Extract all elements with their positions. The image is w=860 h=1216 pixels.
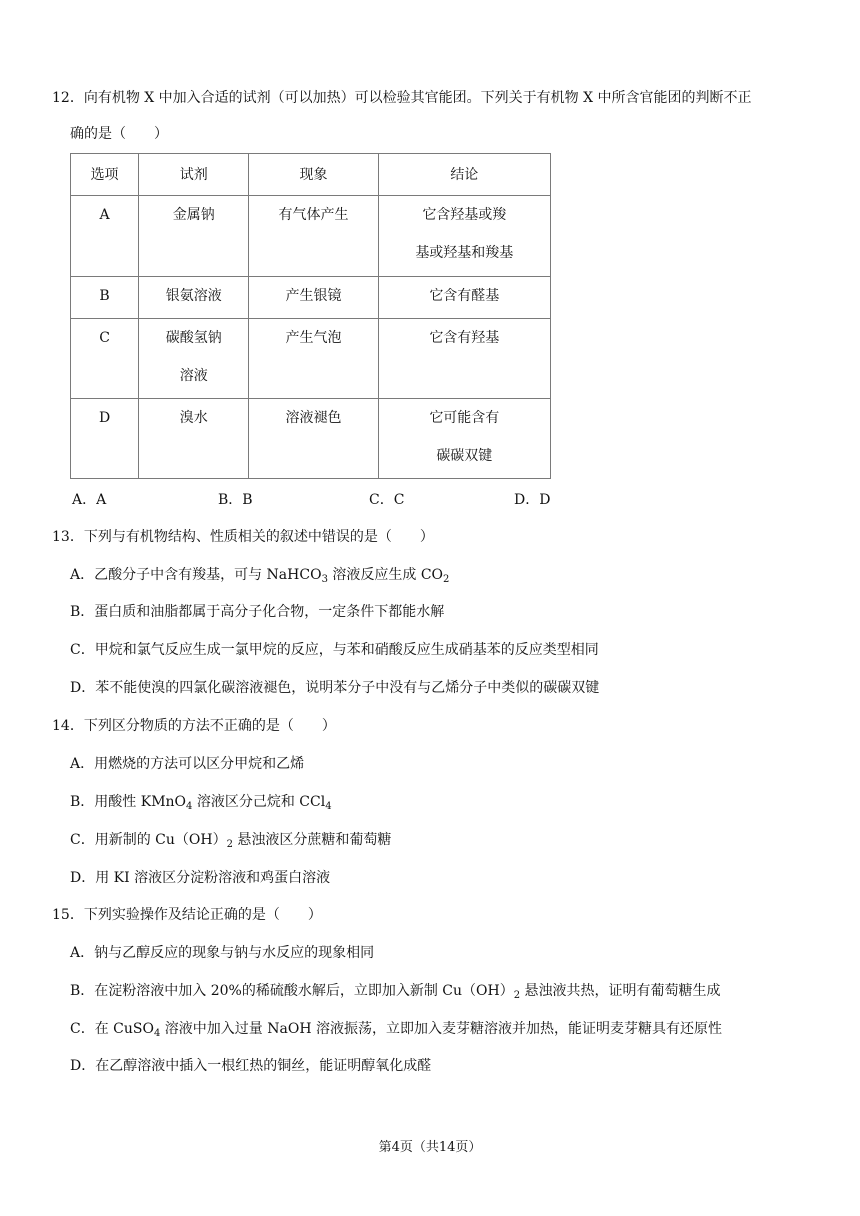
cell-text: C bbox=[99, 330, 110, 346]
subscript: 4 bbox=[153, 1028, 161, 1039]
header-cell: 现象 bbox=[249, 154, 378, 196]
subscript: 4 bbox=[325, 801, 332, 812]
q13-option-d: D．苯不能使溴的四氯化碳溶液褪色，说明苯分子中没有与乙烯分子中类似的碳碳双键 bbox=[70, 680, 600, 696]
q12-option-a: A．A bbox=[72, 492, 107, 508]
text-run: 溶液中加入过量 NaOH 溶液振荡，立即加入麦芽糖溶液并加热，能证明麦芽糖具有还原性 bbox=[160, 1021, 722, 1037]
reagent-cell bbox=[139, 196, 249, 277]
table-row bbox=[71, 399, 551, 479]
subscript: 2 bbox=[226, 839, 233, 850]
text-run: 悬浊液共热，证明有葡萄糖生成 bbox=[520, 983, 721, 999]
reagent-cell bbox=[139, 277, 249, 319]
cell-text: 碳酸氢钠 bbox=[165, 330, 222, 346]
phenomenon-cell bbox=[249, 196, 378, 277]
q14-option-d: D．用 KI 溶液区分淀粉溶液和鸡蛋白溶液 bbox=[70, 870, 331, 886]
q14-option-b bbox=[70, 792, 332, 812]
cell-text: D bbox=[98, 410, 111, 426]
subscript: 4 bbox=[186, 801, 193, 812]
text-run: B．用酸性 KMnO bbox=[70, 794, 187, 810]
q12-option-c: C．C bbox=[369, 492, 405, 508]
table-header-row bbox=[71, 154, 551, 196]
phenomenon-cell bbox=[249, 319, 378, 399]
table-row bbox=[71, 196, 551, 277]
header-cell: 结论 bbox=[378, 154, 550, 196]
q12-option-b: B．B bbox=[218, 492, 253, 508]
header-cell: 选项 bbox=[71, 154, 139, 196]
text-run: 悬浊液区分蔗糖和葡萄糖 bbox=[232, 832, 392, 848]
conclusion-cell bbox=[378, 319, 550, 399]
conclusion-cell bbox=[378, 399, 550, 479]
q12-stem-line2: 确的是（ ） bbox=[70, 126, 168, 142]
q13-option-c: C．甲烷和氯气反应生成一氯甲烷的反应，与苯和硝酸反应生成硝基苯的反应类型相同 bbox=[70, 642, 599, 658]
q13-option-a bbox=[70, 565, 449, 585]
table-row bbox=[71, 277, 551, 319]
reagent-cell bbox=[139, 319, 249, 399]
cell-text: A bbox=[99, 207, 110, 223]
cell-text: 它含有醛基 bbox=[429, 288, 500, 304]
cell-text: 它含有羟基 bbox=[429, 330, 500, 346]
text-run: 溶液反应生成 CO bbox=[327, 567, 444, 583]
option-cell bbox=[71, 277, 139, 319]
option-cell bbox=[71, 196, 139, 277]
cell-text: 产生银镜 bbox=[285, 288, 342, 304]
option-cell bbox=[71, 319, 139, 399]
conclusion-cell bbox=[378, 277, 550, 319]
cell-text: B bbox=[99, 288, 110, 304]
subscript: 2 bbox=[443, 574, 450, 585]
cell-text: 产生气泡 bbox=[285, 330, 342, 346]
text-run: C．在 CuSO bbox=[70, 1021, 154, 1037]
option-cell bbox=[71, 399, 139, 479]
page-footer: 第4页（共14页） bbox=[378, 1140, 482, 1155]
cell-text: 金属钠 bbox=[172, 207, 215, 223]
q14-stem: 14．下列区分物质的方法不正确的是（ ） bbox=[52, 718, 336, 734]
q12-options bbox=[72, 489, 592, 509]
cell-text: 基或羟基和羧基 bbox=[415, 245, 514, 261]
q13-stem: 13．下列与有机物结构、性质相关的叙述中错误的是（ ） bbox=[52, 529, 434, 545]
subscript: 3 bbox=[321, 574, 328, 585]
cell-text: 溶液 bbox=[179, 368, 208, 384]
q15-option-b bbox=[70, 981, 721, 1001]
text-run: 溶液区分己烷和 CCl bbox=[192, 794, 326, 810]
cell-text: 溴水 bbox=[179, 410, 208, 426]
reagent-cell bbox=[139, 399, 249, 479]
q15-option-d: D．在乙醇溶液中插入一根红热的铜丝，能证明醇氧化成醛 bbox=[70, 1058, 432, 1074]
q12-stem-line1: 12．向有机物 X 中加入合适的试剂（可以加热）可以检验其官能团。下列关于有机物 X 中所含官能团的判断不正 bbox=[52, 90, 752, 106]
phenomenon-cell bbox=[249, 277, 378, 319]
q15-option-a: A．钠与乙醇反应的现象与钠与水反应的现象相同 bbox=[70, 945, 375, 961]
text-run: C．用新制的 Cu（OH） bbox=[70, 832, 227, 848]
cell-text: 溶液褪色 bbox=[285, 410, 342, 426]
table-row bbox=[71, 319, 551, 399]
cell-text: 有气体产生 bbox=[278, 207, 349, 223]
cell-text: 碳碳双键 bbox=[436, 448, 493, 464]
q13-option-b: B．蛋白质和油脂都属于高分子化合物，一定条件下都能水解 bbox=[70, 604, 445, 620]
cell-text: 它含羟基或羧 bbox=[422, 207, 507, 223]
text-run: A．乙酸分子中含有羧基，可与 NaHCO bbox=[70, 567, 322, 583]
header-cell: 试剂 bbox=[139, 154, 249, 196]
subscript: 2 bbox=[513, 990, 521, 1001]
q15-option-c bbox=[70, 1019, 722, 1039]
q12-table bbox=[70, 153, 551, 479]
q14-option-a: A．用燃烧的方法可以区分甲烷和乙烯 bbox=[70, 756, 305, 772]
cell-text: 它可能含有 bbox=[429, 410, 500, 426]
cell-text: 银氨溶液 bbox=[165, 288, 222, 304]
q12-option-d: D．D bbox=[514, 492, 551, 508]
conclusion-cell bbox=[378, 196, 550, 277]
q14-option-c bbox=[70, 830, 391, 850]
text-run: B．在淀粉溶液中加入 20%的稀硫酸水解后，立即加入新制 Cu（OH） bbox=[70, 983, 514, 999]
q15-stem: 15．下列实验操作及结论正确的是（ ） bbox=[52, 907, 322, 923]
phenomenon-cell bbox=[249, 399, 378, 479]
